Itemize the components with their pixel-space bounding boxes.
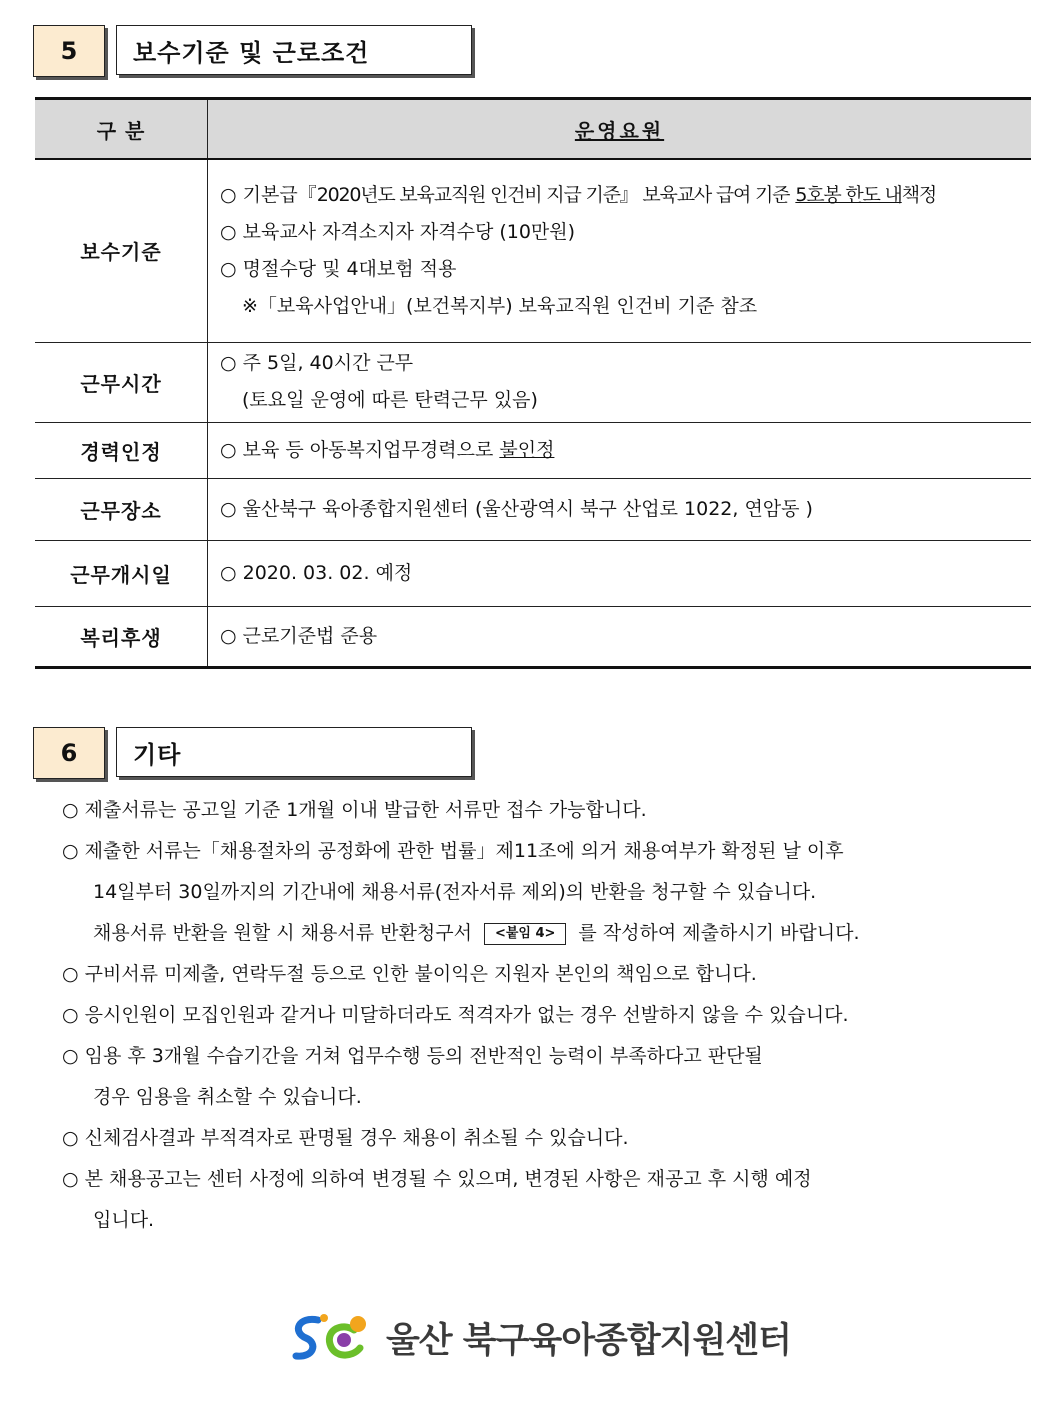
table-row — [35, 540, 1031, 606]
career-text: ○ 보육 등 아동복지업무경력으로 — [220, 438, 494, 461]
header-operation-staff-text: 운영요원 — [574, 118, 665, 143]
return-request-text: 채용서류 반환을 원할 시 채용서류 반환청구서 — [93, 922, 472, 944]
list-item: ○ 제출한 서류는「채용절차의 공정화에 관한 법률」제11조에 의거 채용여부가 확정된 날 이후 — [62, 840, 844, 862]
working-conditions-table — [35, 97, 1031, 669]
hours-line-1: ○ 주 5일, 40시간 근무 — [220, 352, 414, 374]
pay-line-2: ○ 보육교사 자격소지자 자격수당 (10만원) — [220, 220, 576, 243]
list-item: ○ 구비서류 미제출, 연락두절 등으로 인한 불이익은 지원자 본인의 책임으로 합니다. — [62, 963, 757, 985]
org-name: 울산 북구육아종합지원센터 — [386, 1321, 791, 1361]
list-item: ○ 본 채용공고는 센터 사정에 의하여 변경될 수 있으며, 변경된 사항은 재공고 후 시행 예정 — [62, 1168, 812, 1190]
section-6-title: 기타 — [116, 727, 472, 777]
list-item: ○ 신체검사결과 부적격자로 판명될 경우 채용이 취소될 수 있습니다. — [62, 1127, 629, 1149]
row-value-start-date: ○ 2020. 03. 02. 예정 — [208, 540, 1032, 606]
row-label-career: 경력인정 — [35, 422, 208, 478]
list-item: ○ 임용 후 3개월 수습기간을 거쳐 업무수행 등의 전반적인 능력이 부족하다고 판단될 — [62, 1045, 763, 1067]
pay-line-1-prefix: ○ 기본급『 — [220, 183, 317, 206]
other-notes-list — [62, 790, 1032, 1241]
pay-line-1-suffix: 책정 — [901, 183, 937, 206]
list-item-continuation: 경우 임용을 취소할 수 있습니다. — [93, 1086, 362, 1108]
section-5-number: 5 — [33, 25, 105, 77]
row-value-career — [208, 422, 1032, 478]
row-value-hours — [208, 342, 1032, 422]
career-not-recognized: 불인정 — [499, 438, 555, 461]
row-label-hours: 근무시간 — [35, 342, 208, 422]
row-label-pay: 보수기준 — [35, 159, 208, 342]
table-row — [35, 478, 1031, 540]
list-item: ○ 응시인원이 모집인원과 같거나 미달하더라도 적격자가 없는 경우 선발하지 않을 수 있습니다. — [62, 1004, 849, 1026]
table-row — [35, 342, 1031, 422]
list-item-continuation — [62, 913, 1032, 954]
pay-line-4: ※「보육사업안내」(보건복지부) 보육교직원 인건비 기준 참조 — [242, 294, 758, 317]
list-item-continuation: 입니다. — [93, 1209, 155, 1231]
row-value-welfare: ○ 근로기준법 준용 — [208, 606, 1032, 667]
list-item-continuation: 14일부터 30일까지의 기간내에 채용서류(전자서류 제외)의 반환을 청구할 수 있습니다. — [93, 881, 817, 903]
hours-line-2: (토요일 운영에 따른 탄력근무 있음) — [242, 389, 538, 411]
list-item: ○ 제출서류는 공고일 기준 1개월 이내 발급한 서류만 접수 가능합니다. — [62, 799, 647, 821]
row-value-place: ○ 울산북구 육아종합지원센터 (울산광역시 북구 산업로 1022, 연암동 ) — [208, 478, 1032, 540]
section-6-number: 6 — [33, 727, 105, 779]
pay-line-1 — [220, 177, 1030, 214]
table-row — [35, 159, 1031, 342]
return-request-text-end: 를 작성하여 제출하시기 바랍니다. — [578, 922, 860, 944]
header-operation-staff — [208, 99, 1032, 160]
row-value-pay — [208, 159, 1032, 342]
attachment-4-badge: <붙임 4> — [484, 923, 566, 945]
row-label-place: 근무장소 — [35, 478, 208, 540]
row-label-start-date: 근무개시일 — [35, 540, 208, 606]
org-logo-icon — [288, 1310, 378, 1366]
org-logo — [288, 1310, 791, 1366]
table-row — [35, 606, 1031, 667]
pay-line-3: ○ 명절수당 및 4대보험 적용 — [220, 257, 457, 280]
header-category: 구 분 — [35, 99, 208, 160]
row-label-welfare: 복리후생 — [35, 606, 208, 667]
pay-line-1-middle: 2020년도 보육교직원 인건비 지급 기준』 보육교사 급여 기준 — [316, 183, 790, 206]
table-header-row — [35, 99, 1031, 160]
table-row — [35, 422, 1031, 478]
section-5-title: 보수기준 및 근로조건 — [116, 25, 472, 75]
pay-line-1-underlined: 5호봉 한도 내 — [795, 183, 902, 206]
